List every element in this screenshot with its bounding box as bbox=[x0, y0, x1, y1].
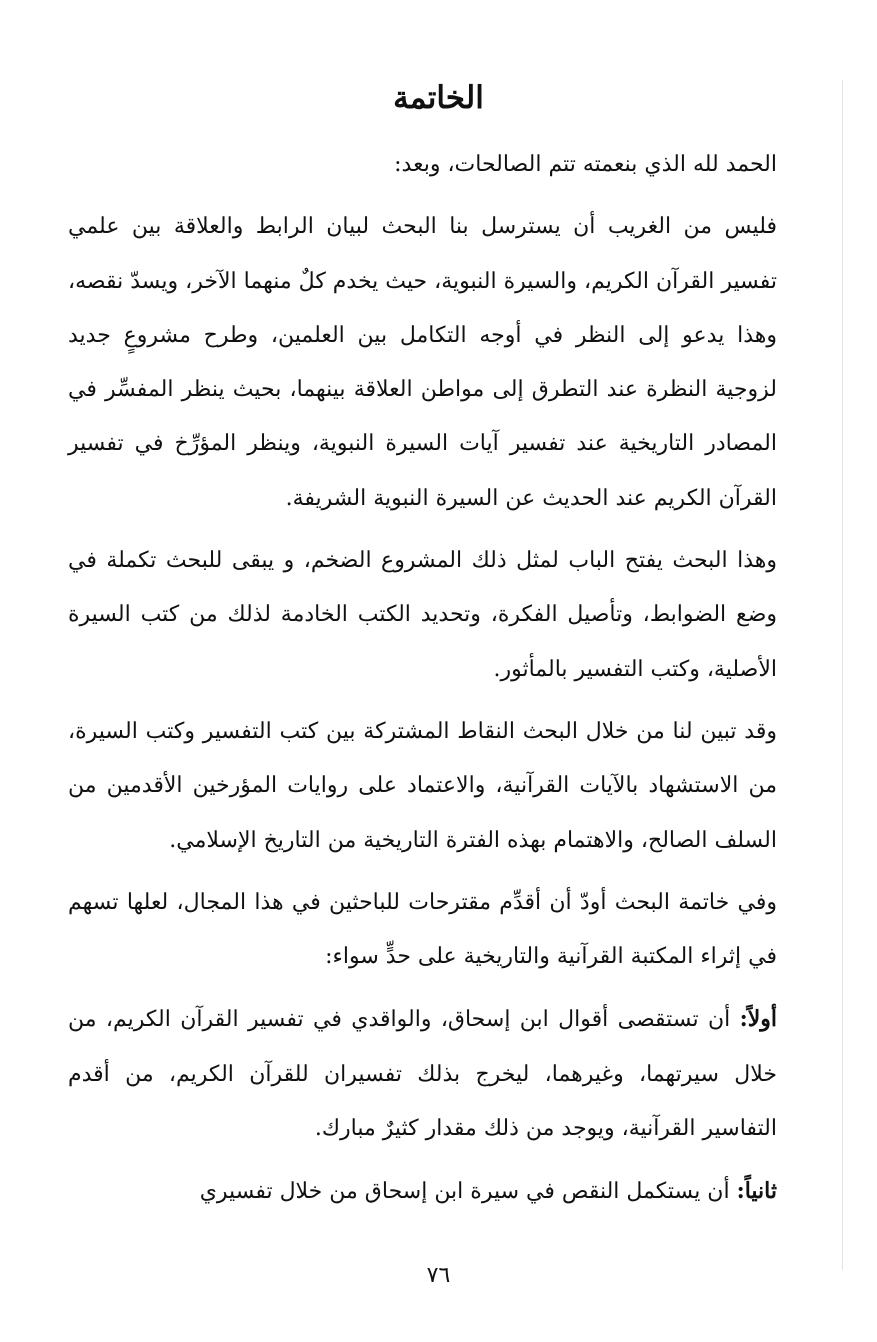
paragraph-project bbox=[68, 534, 777, 697]
paragraph-text: أن تستقصى أقوال ابن إسحاق، والواقدي في تفسير القرآن الكريم، من خلال سيرتهما، وغيرهما، ليخرج بذلك تفسيران للقرآن الكريم، من أقدم التفاسير القرآنية، ويوجد من ذلك مقدار كثيرٌ مبارك. bbox=[68, 1007, 777, 1142]
paragraph-relation bbox=[68, 200, 777, 526]
paragraph-suggestions-intro bbox=[68, 876, 777, 985]
paragraph-opening bbox=[68, 138, 777, 192]
paragraph-text: الحمد لله الذي بنعمته تتم الصالحات، وبعد: bbox=[394, 152, 777, 177]
page-title: الخاتمة bbox=[393, 80, 484, 116]
paragraph-text: وقد تبين لنا من خلال البحث النقاط المشتركة بين كتب التفسير وكتب السيرة، من الاستشهاد بالآيات القرآنية، والاعتماد على روايات المؤرخين الأقدمين من السلف الصالح، والاهتمام بهذه الفترة التاريخية من التاريخ الإسلامي. bbox=[68, 718, 777, 853]
paragraph-text: فليس من الغريب أن يسترسل بنا البحث لبيان الرابط والعلاقة بين علمي تفسير القرآن الكريم، والسيرة النبوية، حيث يخدم كلٌ منهما الآخر، ويسدّ نقصه، وهذا يدعو إلى النظر في أوجه التكامل بين العلمين، وطرح مشروعٍ جديد لزوجية النظرة عند التطرق إلى مواطن العلاقة بينهما، بحيث ينظر المفسِّر في المصادر التاريخية عند تفسير آيات السيرة النبوية، وينظر المؤرِّخ في تفسير القرآن الكريم عند الحديث عن السيرة النبوية الشريفة. bbox=[68, 214, 777, 511]
suggestion-first bbox=[68, 992, 777, 1156]
body-text bbox=[68, 138, 777, 1220]
paragraph-text: وفي خاتمة البحث أودّ أن أقدِّم مقترحات للباحثين في هذا المجال، لعلها تسهم في إثراء المكتبة القرآنية والتاريخية على حدٍّ سواء: bbox=[68, 889, 777, 970]
suggestion-lead: أولاً: bbox=[739, 1006, 777, 1033]
suggestion-second bbox=[68, 1164, 777, 1219]
suggestion-lead: ثانياً: bbox=[736, 1178, 777, 1205]
paragraph-common-points bbox=[68, 705, 777, 868]
page-edge-shadow bbox=[842, 80, 843, 1270]
paragraph-text: وهذا البحث يفتح الباب لمثل ذلك المشروع الضخم، و يبقى للبحث تكملة في وضع الضوابط، وتأصيل الفكرة، وتحديد الكتب الخادمة لذلك من كتب السيرة الأصلية، وكتب التفسير بالمأثور. bbox=[68, 548, 777, 682]
paragraph-text: أن يستكمل النقص في سيرة ابن إسحاق من خلال تفسيري bbox=[199, 1179, 737, 1205]
page-number: ٧٦ bbox=[426, 1263, 451, 1288]
